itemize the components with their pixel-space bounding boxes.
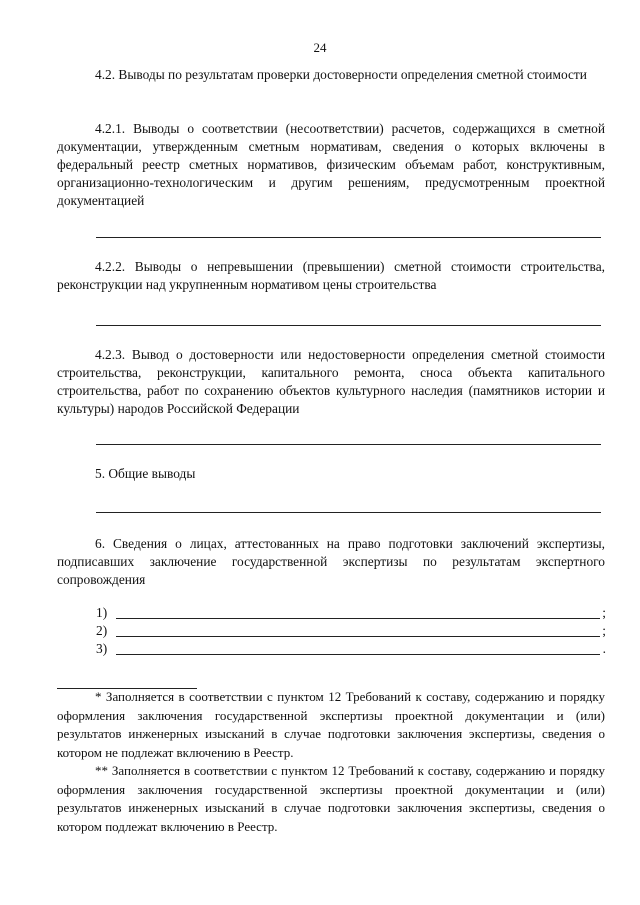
section-4-2-2 (57, 258, 605, 294)
section-5 (57, 465, 605, 483)
signer-line-2 (96, 622, 606, 640)
footnote-1-text: * Заполняется в соответствии с пунктом 12 Требований к составу, содержанию и порядку оформления заключения государственной экспертизы проектной документации и (или) результатов инженерных изысканий в случае подготовки заключения экспертизы, сведения о котором не подлежат включению в Реестр. (57, 689, 605, 760)
fill-line-5 (96, 512, 601, 513)
signer-number: 2) (96, 623, 108, 638)
section-5-text: 5. Общие выводы (95, 466, 196, 481)
section-4-2-3-text: 4.2.3. Вывод о достоверности или недостоверности определения сметной стоимости строительства, реконструкции, капитального ремонта, сноса объекта капитального строительства, работ по сохранению объектов культурного наследия (памятников истории и культуры) народов Российской Федерации (57, 347, 605, 416)
signer-end-mark: ; (602, 605, 606, 620)
signer-fill-line (116, 654, 600, 655)
section-4-2-3 (57, 346, 605, 418)
fill-line-4-2-2 (96, 325, 601, 326)
signer-line-3 (96, 640, 606, 658)
section-4-2-heading (57, 66, 605, 84)
signer-fill-line (116, 636, 600, 637)
section-6 (57, 535, 605, 589)
section-6-text: 6. Сведения о лицах, аттестованных на право подготовки заключений экспертизы, подписавших заключение государственной экспертизы по результатам экспертного сопровождения (57, 536, 605, 587)
page-number: 24 (313, 40, 327, 55)
section-4-2-text: 4.2. Выводы по результатам проверки достоверности определения сметной стоимости (95, 67, 587, 82)
signer-end-mark: . (602, 641, 606, 656)
fill-line-4-2-1 (96, 237, 601, 238)
section-4-2-1 (57, 120, 605, 210)
section-4-2-2-text: 4.2.2. Выводы о непревышении (превышении) сметной стоимости строительства, реконструкции над укрупненным нормативом цены строительства (57, 259, 605, 292)
signer-fill-line (116, 618, 600, 619)
signer-number: 1) (96, 605, 108, 620)
fill-line-4-2-3 (96, 444, 601, 445)
signer-number: 3) (96, 641, 108, 656)
signer-line-1 (96, 604, 606, 622)
signer-end-mark: ; (602, 623, 606, 638)
footnote-2-text: ** Заполняется в соответствии с пунктом 12 Требований к составу, содержанию и порядку оформления заключения государственной экспертизы проектной документации и (или) результатов инженерных изысканий в случае подготовки заключения экспертизы, сведения о котором подлежат включению в Реестр. (57, 763, 605, 834)
section-4-2-1-text: 4.2.1. Выводы о соответствии (несоответствии) расчетов, содержащихся в сметной документации, утвержденным сметным нормативам, сведения о которых включены в федеральный реестр сметных нормативов, физическим объемам работ, конструктивным, организационно-технологическим и другим решениям, предусмотренным проектной документацией (57, 121, 605, 208)
footnote-1 (57, 688, 605, 762)
footnote-2 (57, 762, 605, 836)
